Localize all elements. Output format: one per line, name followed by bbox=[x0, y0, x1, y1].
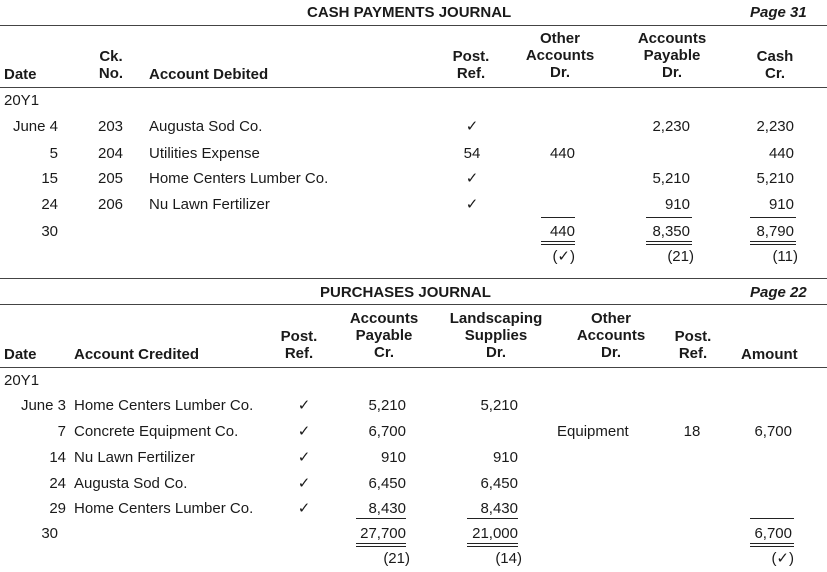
purchases-hdr-post2-line2: Ref. bbox=[678, 345, 708, 362]
purchases-row-ap: 910 bbox=[380, 449, 406, 466]
purchases-row-ap: 6,700 bbox=[368, 423, 406, 440]
purchases-row-ref: ✓ bbox=[297, 423, 311, 440]
cash-row-ref: ✓ bbox=[465, 196, 479, 213]
purchases-total-date: 30 bbox=[41, 525, 58, 542]
cash-total-date: 30 bbox=[41, 223, 58, 240]
purchases-hdr-post bbox=[276, 328, 322, 362]
purchases-row-ls: 910 bbox=[492, 449, 518, 466]
purchases-hdr-ls-line2: Supplies bbox=[464, 327, 528, 344]
purchases-row-ref: ✓ bbox=[297, 397, 311, 414]
cash-row-date: 15 bbox=[41, 170, 58, 187]
purchases-row-account: Home Centers Lumber Co. bbox=[74, 397, 254, 414]
cash-row-ap: 5,210 bbox=[652, 170, 690, 187]
cash-total-ap: 8,350 bbox=[652, 223, 690, 240]
purchases-hdr-date: Date bbox=[4, 346, 37, 363]
purchases-row-other-ref: 18 bbox=[683, 423, 701, 440]
cash-row-other: 440 bbox=[549, 145, 575, 162]
cash-year: 20Y1 bbox=[4, 92, 40, 109]
cash-post-cash: (11) bbox=[772, 248, 798, 265]
purchases-year: 20Y1 bbox=[4, 372, 40, 389]
cash-header-rule bbox=[0, 87, 827, 88]
cash-ap-double-rule bbox=[646, 241, 692, 245]
cash-row-cash: 2,230 bbox=[756, 118, 794, 135]
purchases-row-ap: 6,450 bbox=[368, 475, 406, 492]
purchases-journal-title: PURCHASES JOURNAL bbox=[320, 284, 491, 301]
cash-journal-page: Page 31 bbox=[750, 4, 807, 21]
cash-row-ap: 910 bbox=[664, 196, 690, 213]
cash-row-ck: 206 bbox=[98, 196, 124, 213]
cash-hdr-ck-line1: Ck. bbox=[99, 48, 123, 65]
cash-row-account: Home Centers Lumber Co. bbox=[149, 170, 329, 187]
purchases-row-ap: 5,210 bbox=[368, 397, 406, 414]
purchases-amount-double-rule bbox=[750, 543, 794, 547]
cash-hdr-ap-line2: Payable bbox=[643, 47, 701, 64]
purchases-row-date: June 3 bbox=[20, 397, 66, 414]
cash-row-date: 5 bbox=[49, 145, 58, 162]
purchases-row-date: 14 bbox=[49, 449, 66, 466]
purchases-hdr-ap-line3: Cr. bbox=[373, 344, 394, 361]
purchases-amount-sum-rule bbox=[750, 518, 794, 519]
cash-row-ck: 204 bbox=[98, 145, 124, 162]
purchases-hdr-post2-line1: Post. bbox=[674, 328, 712, 345]
cash-hdr-account: Account Debited bbox=[149, 66, 269, 83]
purchases-ap-sum-rule bbox=[356, 518, 406, 519]
cash-row-ap: 2,230 bbox=[652, 118, 690, 135]
cash-hdr-cash-line2: Cr. bbox=[764, 65, 785, 82]
purchases-hdr-post2 bbox=[670, 328, 716, 362]
purchases-hdr-post-line2: Ref. bbox=[284, 345, 314, 362]
cash-hdr-post-line2: Ref. bbox=[456, 65, 486, 82]
purchases-hdr-ls-line1: Landscaping bbox=[449, 310, 543, 327]
cash-hdr-ap-line1: Accounts bbox=[637, 30, 707, 47]
cash-other-double-rule bbox=[541, 241, 575, 245]
purchases-hdr-oa-line2: Accounts bbox=[576, 327, 646, 344]
purchases-top-rule bbox=[0, 304, 827, 305]
cash-journal-title: CASH PAYMENTS JOURNAL bbox=[307, 4, 512, 21]
purchases-hdr-amount: Amount bbox=[741, 346, 798, 363]
purchases-hdr-oa bbox=[572, 310, 650, 361]
purchases-ls-sum-rule bbox=[467, 518, 518, 519]
purchases-row-account: Home Centers Lumber Co. bbox=[74, 500, 254, 517]
cash-total-other: 440 bbox=[549, 223, 575, 240]
purchases-total-amount: 6,700 bbox=[754, 525, 792, 542]
cash-hdr-other-line3: Dr. bbox=[549, 64, 570, 81]
cash-row-account: Nu Lawn Fertilizer bbox=[149, 196, 270, 213]
purchases-hdr-ap-line1: Accounts bbox=[349, 310, 419, 327]
cash-hdr-date: Date bbox=[4, 66, 37, 83]
cash-post-ap: (21) bbox=[667, 248, 694, 265]
purchases-hdr-post-line1: Post. bbox=[280, 328, 318, 345]
cash-top-rule bbox=[0, 25, 827, 26]
cash-row-ref: ✓ bbox=[465, 118, 479, 135]
cash-row-cash: 440 bbox=[768, 145, 794, 162]
purchases-row-ap: 8,430 bbox=[368, 500, 406, 517]
purchases-post-ls: (14) bbox=[495, 550, 522, 567]
cash-row-cash: 910 bbox=[768, 196, 794, 213]
cash-hdr-ck-line2: No. bbox=[98, 65, 124, 82]
cash-hdr-ap bbox=[634, 30, 710, 81]
cash-hdr-post bbox=[448, 48, 494, 82]
purchases-row-ref: ✓ bbox=[297, 449, 311, 466]
purchases-hdr-account: Account Credited bbox=[74, 346, 200, 363]
purchases-row-ls: 6,450 bbox=[480, 475, 518, 492]
cash-row-ck: 205 bbox=[98, 170, 124, 187]
purchases-ls-double-rule bbox=[467, 543, 518, 547]
cash-row-date: 24 bbox=[41, 196, 58, 213]
purchases-post-ap: (21) bbox=[383, 550, 410, 567]
purchases-hdr-ap bbox=[346, 310, 422, 361]
purchases-journal-page: Page 22 bbox=[750, 284, 807, 301]
purchases-header-rule bbox=[0, 367, 827, 368]
purchases-post-amount: (✓) bbox=[771, 550, 794, 567]
purchases-total-ap: 27,700 bbox=[360, 525, 406, 542]
cash-ap-sum-rule bbox=[646, 217, 692, 218]
purchases-row-ref: ✓ bbox=[297, 500, 311, 517]
purchases-total-ls: 21,000 bbox=[472, 525, 518, 542]
cash-row-account: Augusta Sod Co. bbox=[149, 118, 263, 135]
purchases-row-date: 24 bbox=[49, 475, 66, 492]
purchases-row-amount: 6,700 bbox=[754, 423, 792, 440]
cash-hdr-other bbox=[522, 30, 598, 81]
cash-hdr-cash bbox=[746, 48, 804, 82]
purchases-row-ref: ✓ bbox=[297, 475, 311, 492]
cash-hdr-ck bbox=[96, 48, 126, 82]
purchases-row-ls: 5,210 bbox=[480, 397, 518, 414]
cash-other-sum-rule bbox=[541, 217, 575, 218]
cash-total-cash: 8,790 bbox=[756, 223, 794, 240]
cash-row-cash: 5,210 bbox=[756, 170, 794, 187]
cash-row-account: Utilities Expense bbox=[149, 145, 260, 162]
cash-row-ref: ✓ bbox=[465, 170, 479, 187]
cash-row-ck: 203 bbox=[98, 118, 124, 135]
purchases-row-account: Concrete Equipment Co. bbox=[74, 423, 239, 440]
cash-row-ref: 54 bbox=[463, 145, 481, 162]
cash-hdr-cash-line1: Cash bbox=[756, 48, 794, 65]
purchases-row-account: Nu Lawn Fertilizer bbox=[74, 449, 195, 466]
purchases-ap-double-rule bbox=[356, 543, 406, 547]
purchases-row-date: 7 bbox=[57, 423, 66, 440]
purchases-hdr-ls bbox=[444, 310, 548, 361]
cash-cash-sum-rule bbox=[750, 217, 796, 218]
cash-cash-double-rule bbox=[750, 241, 796, 245]
purchases-row-other-account: Equipment bbox=[557, 423, 629, 440]
purchases-hdr-ls-line3: Dr. bbox=[485, 344, 506, 361]
cash-hdr-ap-line3: Dr. bbox=[661, 64, 682, 81]
purchases-hdr-ap-line2: Payable bbox=[355, 327, 413, 344]
purchases-row-ls: 8,430 bbox=[480, 500, 518, 517]
purchases-hdr-oa-line3: Dr. bbox=[600, 344, 621, 361]
purchases-row-account: Augusta Sod Co. bbox=[74, 475, 188, 492]
purchases-hdr-oa-line1: Other bbox=[590, 310, 631, 327]
cash-hdr-other-line1: Other bbox=[539, 30, 580, 47]
cash-hdr-other-line2: Accounts bbox=[525, 47, 595, 64]
purchases-row-date: 29 bbox=[49, 500, 66, 517]
cash-hdr-post-line1: Post. bbox=[452, 48, 490, 65]
purchases-separator-rule bbox=[0, 278, 827, 279]
cash-row-date: June 4 bbox=[12, 118, 58, 135]
cash-post-other: (✓) bbox=[552, 248, 575, 265]
